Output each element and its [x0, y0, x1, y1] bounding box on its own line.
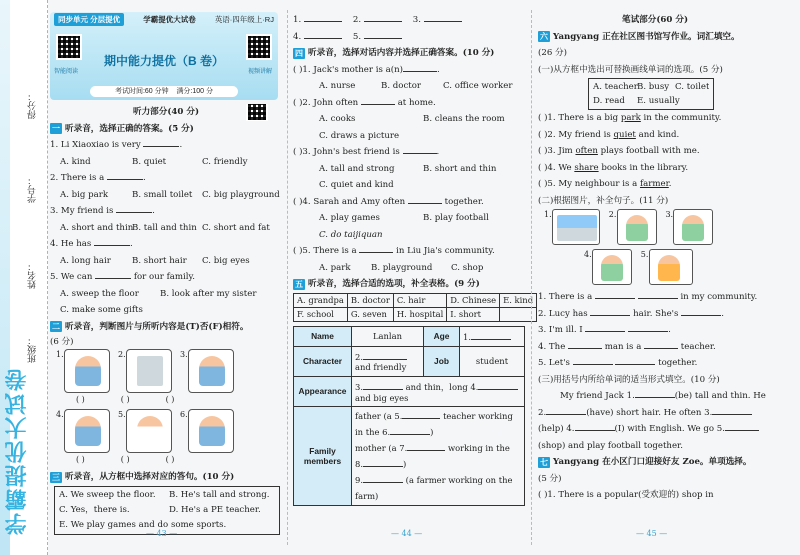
q4-4-stem: ( )4. Sarah and Amy often together. [293, 194, 525, 211]
q1-5-options: A. sweep the floor B. look after my sister [60, 288, 257, 299]
section-3-options-box: A. We sweep the floor. B. He's tall and strong. C. Yes，there is. D. He's a PE teacher. E. We play games and do some sports. [54, 486, 280, 535]
page-number-45: — 45 — [636, 529, 668, 538]
section-4-heading: 四 听录音，选择对话内容并选择正确答案。(10 分) [295, 47, 495, 58]
section-2-score: (6 分) [50, 337, 74, 347]
tf-answer-6[interactable]: ( ) [165, 455, 175, 464]
section-6-part-3: (三)用括号内所给单词的适当形式填空。(10 分) [538, 374, 720, 385]
binding-strip [0, 0, 48, 555]
tf-answer-5[interactable]: ( ) [120, 455, 130, 464]
page-44 [293, 12, 534, 542]
section-3-answer-blanks-2: 4. 5. [293, 29, 525, 46]
picture-1: 1. [64, 349, 110, 393]
q1-5-option-c: C. make some gifts [60, 305, 143, 315]
answer-blank[interactable] [116, 203, 152, 213]
picture-3: 3. [188, 349, 234, 393]
answer-blank[interactable] [107, 170, 143, 180]
answer-blank[interactable] [94, 236, 130, 246]
picture-c3-3: 3. [673, 209, 713, 245]
brand-logo-text: 学霸提优大试卷 [5, 367, 30, 535]
passage-line-3: (help) 4. (I) with English. We go 5. [538, 421, 772, 438]
page-45 [538, 12, 772, 542]
class-label: 班级： [28, 336, 38, 363]
paren-row-2 [50, 455, 282, 467]
section-1-heading: 一 听录音，选择正确的答案。(5 分) [52, 123, 194, 134]
picture-c3-1: 1. [552, 209, 600, 245]
section-3-heading: 三 听录音，从方框中选择对应的答句。(10 分) [52, 471, 235, 482]
page-number-44: — 44 — [391, 529, 423, 538]
student-id-label: 学号： [28, 176, 38, 203]
exam-time: 考试时间:60 分钟 [114, 88, 169, 95]
paren-row-1 [50, 395, 282, 407]
q4-3-options: A. tall and strong B. short and thin [319, 163, 497, 174]
qr-code-right[interactable] [246, 34, 272, 60]
exam-header [50, 12, 278, 100]
q4-2-stem: ( )2. John often at home. [293, 95, 525, 112]
picture-4: 4. [64, 409, 110, 453]
pictures-row-b [538, 249, 772, 289]
section-7-score: (5 分) [538, 473, 562, 484]
grade-label: 英语·四年级上·RJ [214, 14, 274, 24]
q1-4-stem: 4. He has . [50, 236, 282, 253]
listening-title: 听力部分(40 分) [50, 104, 282, 121]
q4-2-options: A. cooks B. cleans the room [319, 114, 505, 124]
pictures-row-2 [50, 409, 282, 455]
page-43 [50, 12, 282, 542]
q4-3-stem: ( )3. John's best friend is . [293, 144, 525, 161]
series-tag: 同步单元 分层提优 [54, 13, 124, 26]
audio-qr-icon[interactable] [246, 104, 268, 121]
qr-right-caption: 视频讲解 [247, 68, 272, 75]
section-5-options: A. grandpa B. doctor C. hair D. Chinese E. kind F. school G. seven H. hospital I. short [293, 293, 537, 322]
section-6-part-1: (一)从方框中选出可替换画线单词的选项。(5 分) [538, 64, 723, 75]
section-7-heading: 七 Yangyang 在小区门口迎接好友 Zoe。单项选择。 [540, 456, 752, 467]
writing-title: 笔试部分(60 分) [621, 15, 689, 25]
q1-4-options: A. long hair B. short hair C. big eyes [60, 255, 250, 266]
page-number-43: — 43 — [146, 529, 178, 538]
section-6-part-2: (二)根据图片，补全句子。(11 分) [538, 195, 669, 206]
q4-4-options: A. play games B. play football [319, 213, 489, 223]
exam-score: 满分:100 分 [176, 88, 214, 95]
score-label: 得分： [28, 92, 38, 119]
q4-5-stem: ( )5. There is a in Liu Jia's community. [293, 243, 525, 260]
tf-answer-1[interactable]: ( ) [76, 395, 85, 404]
picture-6: 6. [188, 409, 234, 453]
pictures-row-1 [50, 349, 282, 395]
picture-5: 5. [126, 409, 172, 453]
pictures-row-a [538, 209, 772, 249]
section-5-heading: 五 听录音，选择合适的选项，补全表格。(9 分) [295, 278, 480, 289]
q4-3-option-c: C. quiet and kind [319, 180, 394, 190]
q1-5-stem: 5. We can for our family. [50, 269, 282, 286]
info-table: Name Lanlan Age 1. Character 2. and friendly Job student Appearance 3. and thin，long 4. and big eyes Family members father (a 5. teacher working in the 6. ) mother (a 7. working in the 8. ) 9. (a farmer working on the farm) [293, 326, 525, 506]
section-6-heading: 六 Yangyang 正在社区图书馆写作业。词汇填空。 [540, 31, 740, 42]
section-2-heading: 二 听录音，判断图片与所听内容是(T)否(F)相符。 [52, 321, 249, 332]
q4-5-options: A. park B. playground C. shop [319, 262, 484, 273]
section-1-questions [50, 137, 282, 319]
exam-title: 期中能力提优（B 卷） [103, 54, 224, 68]
picture-c3-5: 5. [649, 249, 693, 285]
section-6-part-2-questions: 1. There is a in my community. 2. Lucy has hair. She's . 3. I'm ill. I . 4. The man is a teacher. 5. Let's together. [538, 289, 772, 372]
q4-2-option-c: C. draws a picture [319, 130, 400, 141]
q1-2-stem: 2. There is a . [50, 170, 282, 187]
column-divider [531, 10, 532, 545]
picture-2: 2. [126, 349, 172, 393]
section-6-options-box: A. teacherB. busy C. toilet D. read E. usually [588, 78, 714, 110]
picture-c3-2: 2. [617, 209, 657, 245]
passage-line-2: 2. (have) short hair. He often 3. [538, 405, 772, 422]
q1-3-stem: 3. My friend is . [50, 203, 282, 220]
q4-1-stem: ( )1. Jack's mother is a(n) . [293, 62, 525, 79]
tf-answer-2[interactable]: ( ) [120, 395, 130, 404]
q4-4-option-c: C. do taijiquan [319, 229, 383, 240]
tf-answer-4[interactable]: ( ) [76, 455, 85, 464]
section-6-questions: ( )1. There is a big park in the community. ( )2. My friend is quiet and kind. ( )3. Jim often plays football with me. ( )4. We share books in the library. ( )5. My neighbour is a farmer. [538, 113, 722, 189]
picture-c3-4: 4. [592, 249, 632, 285]
name-label: 姓名： [28, 262, 38, 289]
q7-1-stem: ( )1. There is a popular(受欢迎的) shop in [538, 490, 714, 500]
answer-blank[interactable] [143, 137, 179, 147]
column-divider [287, 10, 288, 545]
section-6-score: (26 分) [538, 48, 567, 58]
q1-1-options: A. kind B. quiet C. friendly [60, 156, 248, 167]
exam-meta [90, 86, 238, 97]
answer-blank[interactable] [95, 269, 131, 279]
passage-line-4: (shop) and play football together. [538, 440, 683, 451]
qr-left-caption: 智能阅读 [54, 68, 79, 75]
passage-line-1: My friend Jack 1. (be) tall and thin. He [538, 388, 772, 405]
series-name: 学霸提优大试卷 [143, 14, 196, 24]
q4-1-options: A. nurse B. doctor C. office worker [319, 81, 513, 91]
q1-3-options: A. short and thinB. tall and thin C. short and fat [60, 222, 270, 233]
q1-1-stem: 1. Li Xiaoxiao is very . [50, 137, 282, 154]
section-1-badge: 一 [52, 123, 60, 134]
section-3-answer-blanks-1: 1. 2. 3. [293, 12, 525, 29]
q1-2-options: A. big park B. small toilet C. big playground [60, 189, 280, 200]
tf-answer-3[interactable]: ( ) [165, 395, 175, 404]
